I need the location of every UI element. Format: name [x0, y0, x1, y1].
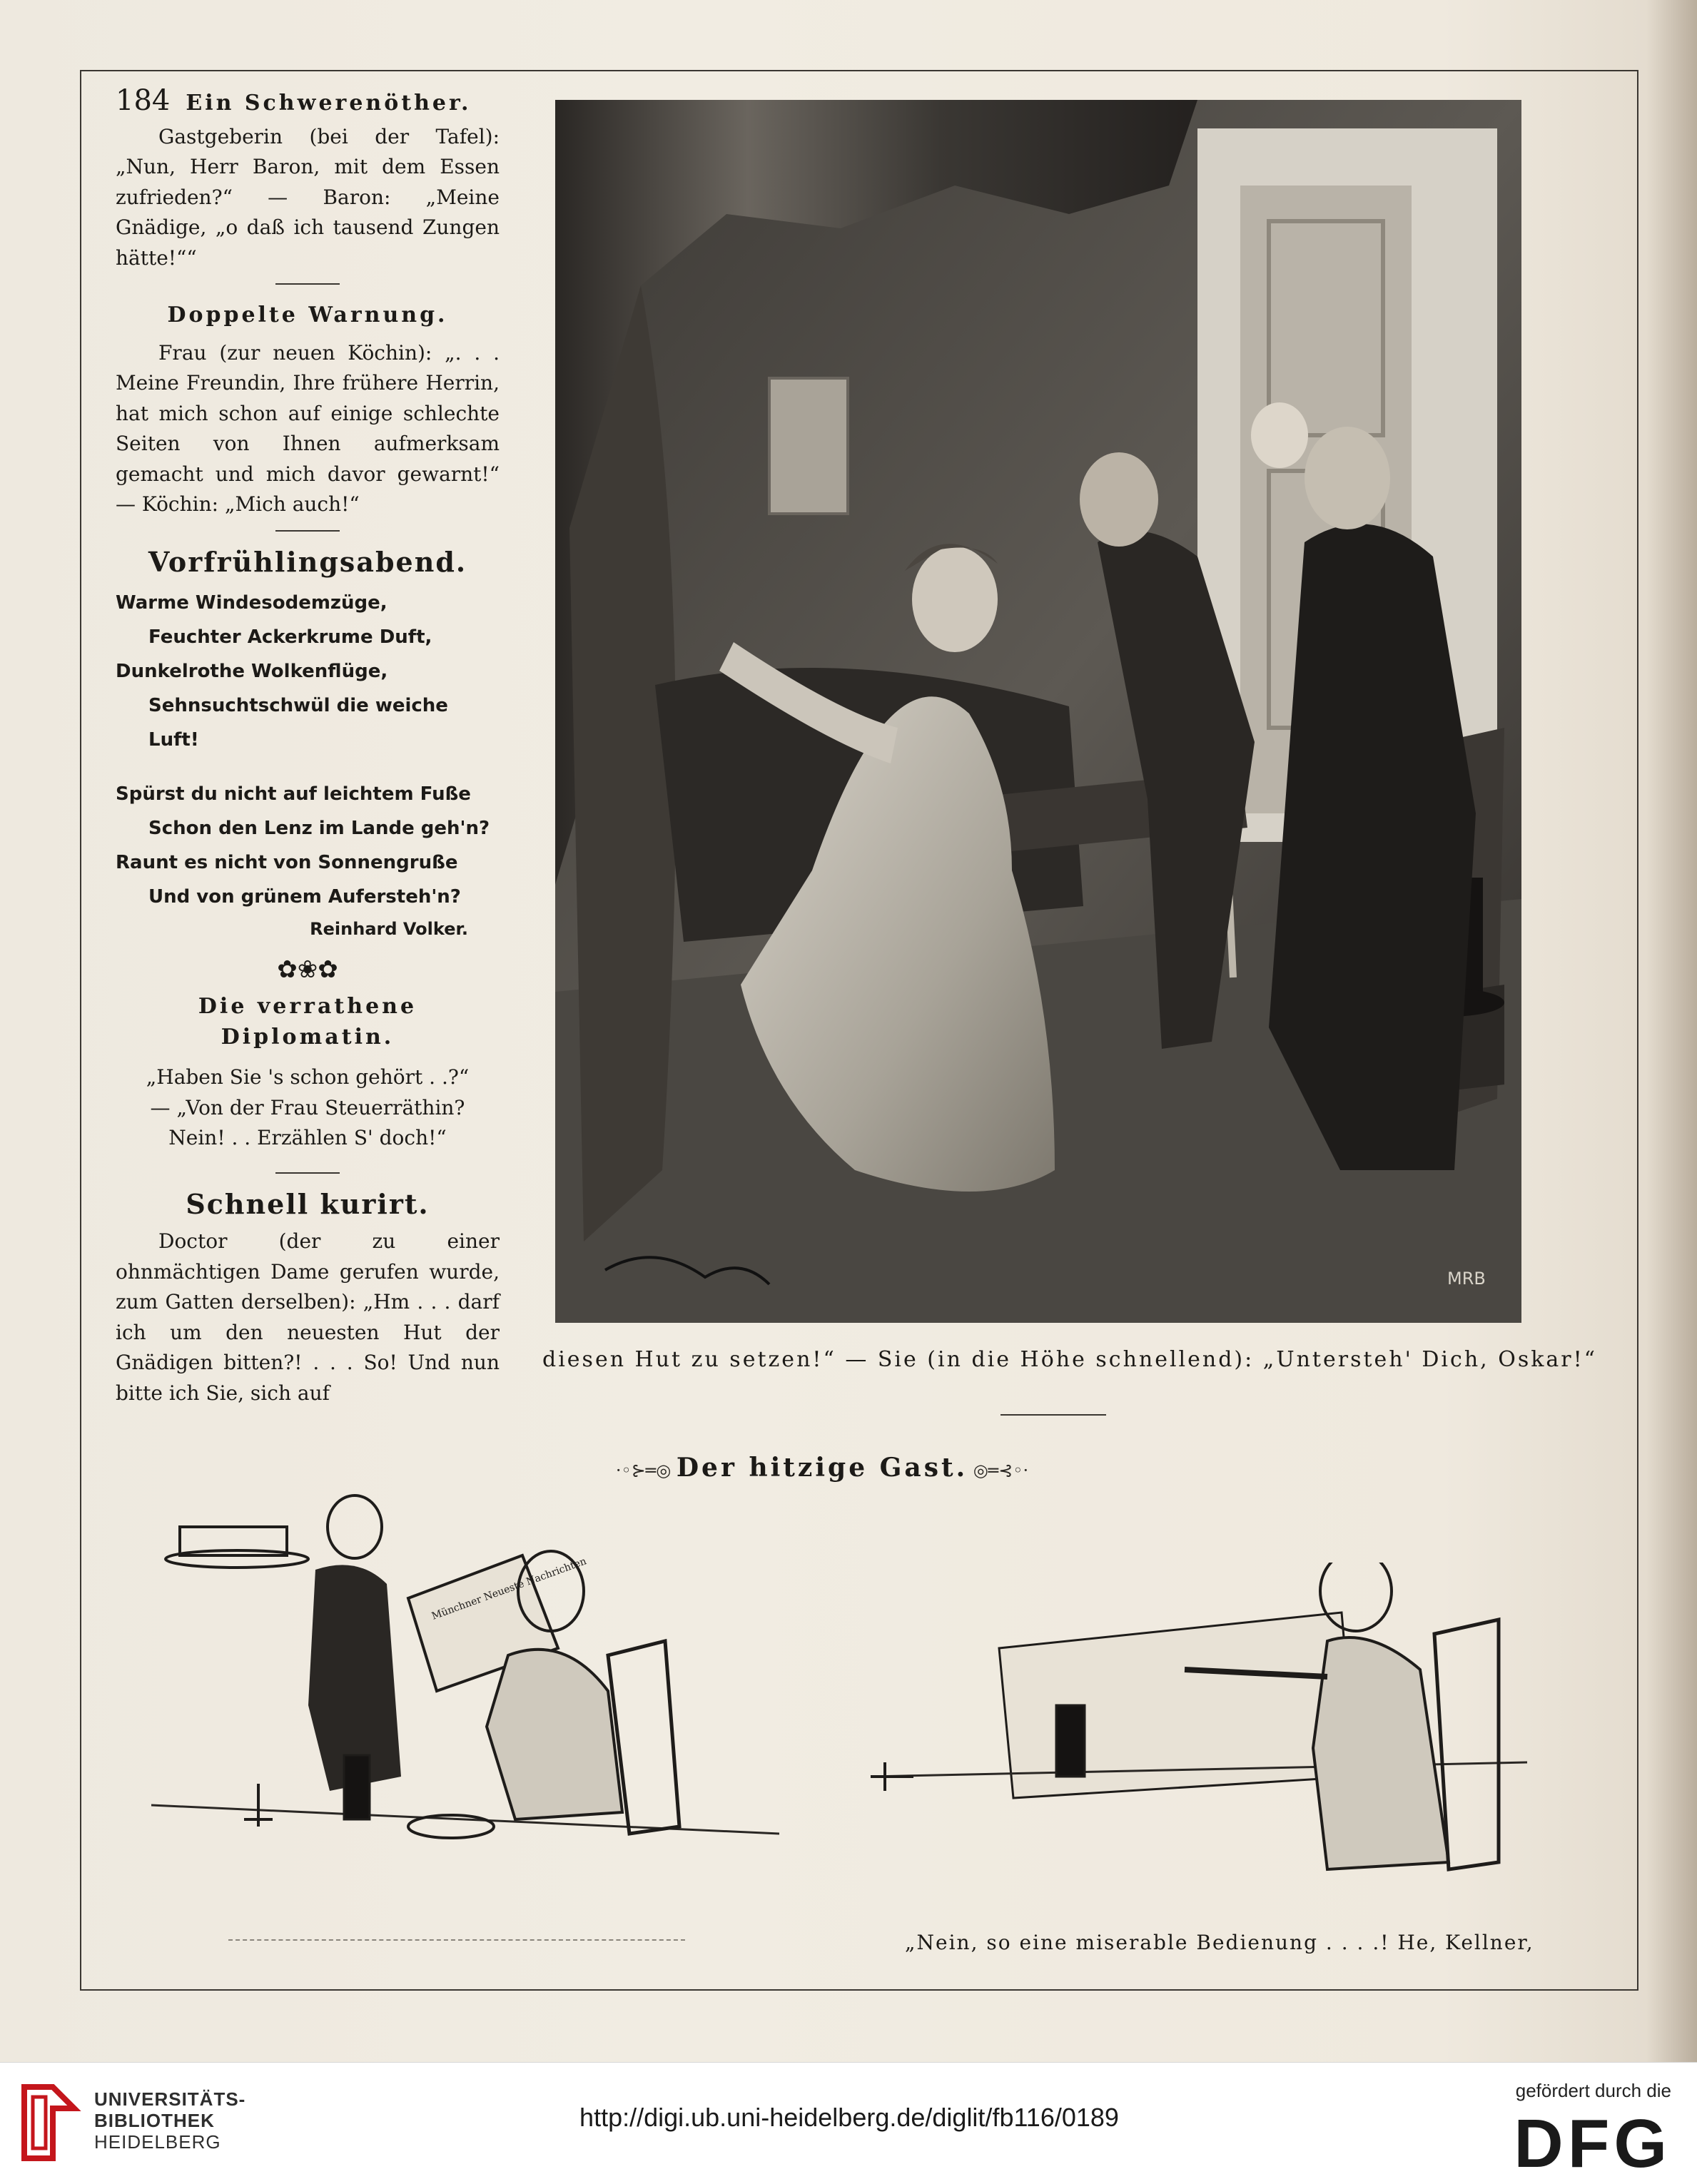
cartoon-caption: „Nein, so eine miserable Bedienung . . . .! He, Kellner, — [905, 1931, 1534, 1954]
institution-line: UNIVERSITÄTS- — [94, 2088, 246, 2110]
permalink[interactable]: http://digi.ub.uni-heidelberg.de/diglit/fb116/0189 — [579, 2103, 1119, 2132]
ornament-right-icon: ◎═⊰◦· — [968, 1461, 1029, 1480]
cartoon-title-text: Der hitzige Gast. — [676, 1453, 968, 1483]
page-number: 184 — [116, 84, 171, 117]
diplomatin-line: — „Von der Frau Steuerräthin? — [150, 1095, 465, 1119]
newspaper-title: Münchner Neueste Nachrichten — [430, 1555, 588, 1622]
dashed-divider — [228, 1939, 685, 1941]
poem-line: Schon den Lenz im Lande geh'n? — [148, 818, 490, 839]
poem-author: Reinhard Volker. — [310, 919, 468, 939]
poem-title: Vorfrühlingsabend. — [148, 545, 467, 578]
ornament-left-icon: ·◦⊱═◎ — [615, 1461, 677, 1480]
stanza-gap — [116, 757, 500, 777]
flower-ornament-icon: ✿❀✿ — [277, 955, 338, 984]
joke-title-schwerenoether: Ein Schwerenöther. — [186, 91, 472, 116]
joke-text-kurirt: Doctor (der zu einer ohnmächtigen Dame gerufen wurde, zum Gatten derselben): „Hm . . . darf ich um den neuesten Hut der Gnädigen bitten?! . . . So! Und nun bitte ich Sie, sich auf — [116, 1229, 500, 1405]
poem-line: Feuchter Ackerkrume Duft, — [148, 626, 432, 648]
footer-bar — [0, 2062, 1697, 2184]
divider — [275, 530, 340, 532]
institution-line: BIBLIOTHEK — [94, 2110, 215, 2131]
cartoon-angry-guest — [856, 1563, 1527, 1898]
poem-stanza-1 — [116, 586, 500, 757]
institution-name — [94, 2088, 245, 2153]
divider — [1001, 1414, 1106, 1416]
divider — [275, 1172, 340, 1174]
institution-line: HEIDELBERG — [94, 2131, 221, 2153]
funded-by-label: gefördert durch die — [1515, 2080, 1671, 2101]
poem-stanza-2 — [116, 777, 500, 914]
poem-line: Warme Windesodemzüge, — [116, 592, 387, 614]
svg-text:MRB: MRB — [1447, 1269, 1486, 1289]
joke-header — [116, 86, 500, 119]
joke-title-diplomatin: Die verrathene Diplomatin. — [198, 994, 417, 1050]
university-logo-icon — [17, 2080, 81, 2165]
cartoon-title — [594, 1453, 1050, 1483]
cartoon-waiter-and-guest — [151, 1491, 779, 1891]
divider — [275, 283, 340, 285]
text-column — [116, 86, 500, 1408]
joke-text-warnung: Frau (zur neuen Köchin): „. . . Meine Freundin, Ihre frühere Herrin, hat mich schon auf einige schlechte Seiten von Ihnen aufmerksam gemacht und mich davor gewarnt!“ — Köchin: „Mich auch!“ — [116, 340, 500, 516]
poem-line: Dunkelrothe Wolkenflüge, — [116, 661, 388, 682]
diplomatin-line: „Haben Sie 's schon gehört . .?“ — [146, 1065, 470, 1089]
poem-line: Und von grünem Aufersteh'n? — [148, 886, 461, 908]
illustration-caption: diesen Hut zu setzen!“ — Sie (in die Höhe schnellend): „Untersteh' Dich, Oskar!“ — [542, 1347, 1598, 1372]
joke-title-kurirt: Schnell kurirt. — [186, 1187, 430, 1220]
poem-line: Sehnsuchtschwül die weiche Luft! — [148, 695, 448, 751]
joke-text-schwerenoether: Gastgeberin (bei der Tafel): „Nun, Herr Baron, mit dem Essen zufrieden?“ — Baron: „Meine Gnädige, „o daß ich tausend Zungen hätte!““ — [116, 124, 500, 270]
poem-line: Raunt es nicht von Sonnengruße — [116, 852, 458, 873]
dfg-logo: DFG — [1514, 2106, 1671, 2182]
poem-line: Spürst du nicht auf leichtem Fuße — [116, 783, 471, 805]
diplomatin-line: Nein! . . Erzählen S' doch!“ — [168, 1126, 447, 1149]
illustration-fainting-lady — [555, 100, 1521, 1323]
joke-title-warnung: Doppelte Warnung. — [167, 303, 448, 327]
